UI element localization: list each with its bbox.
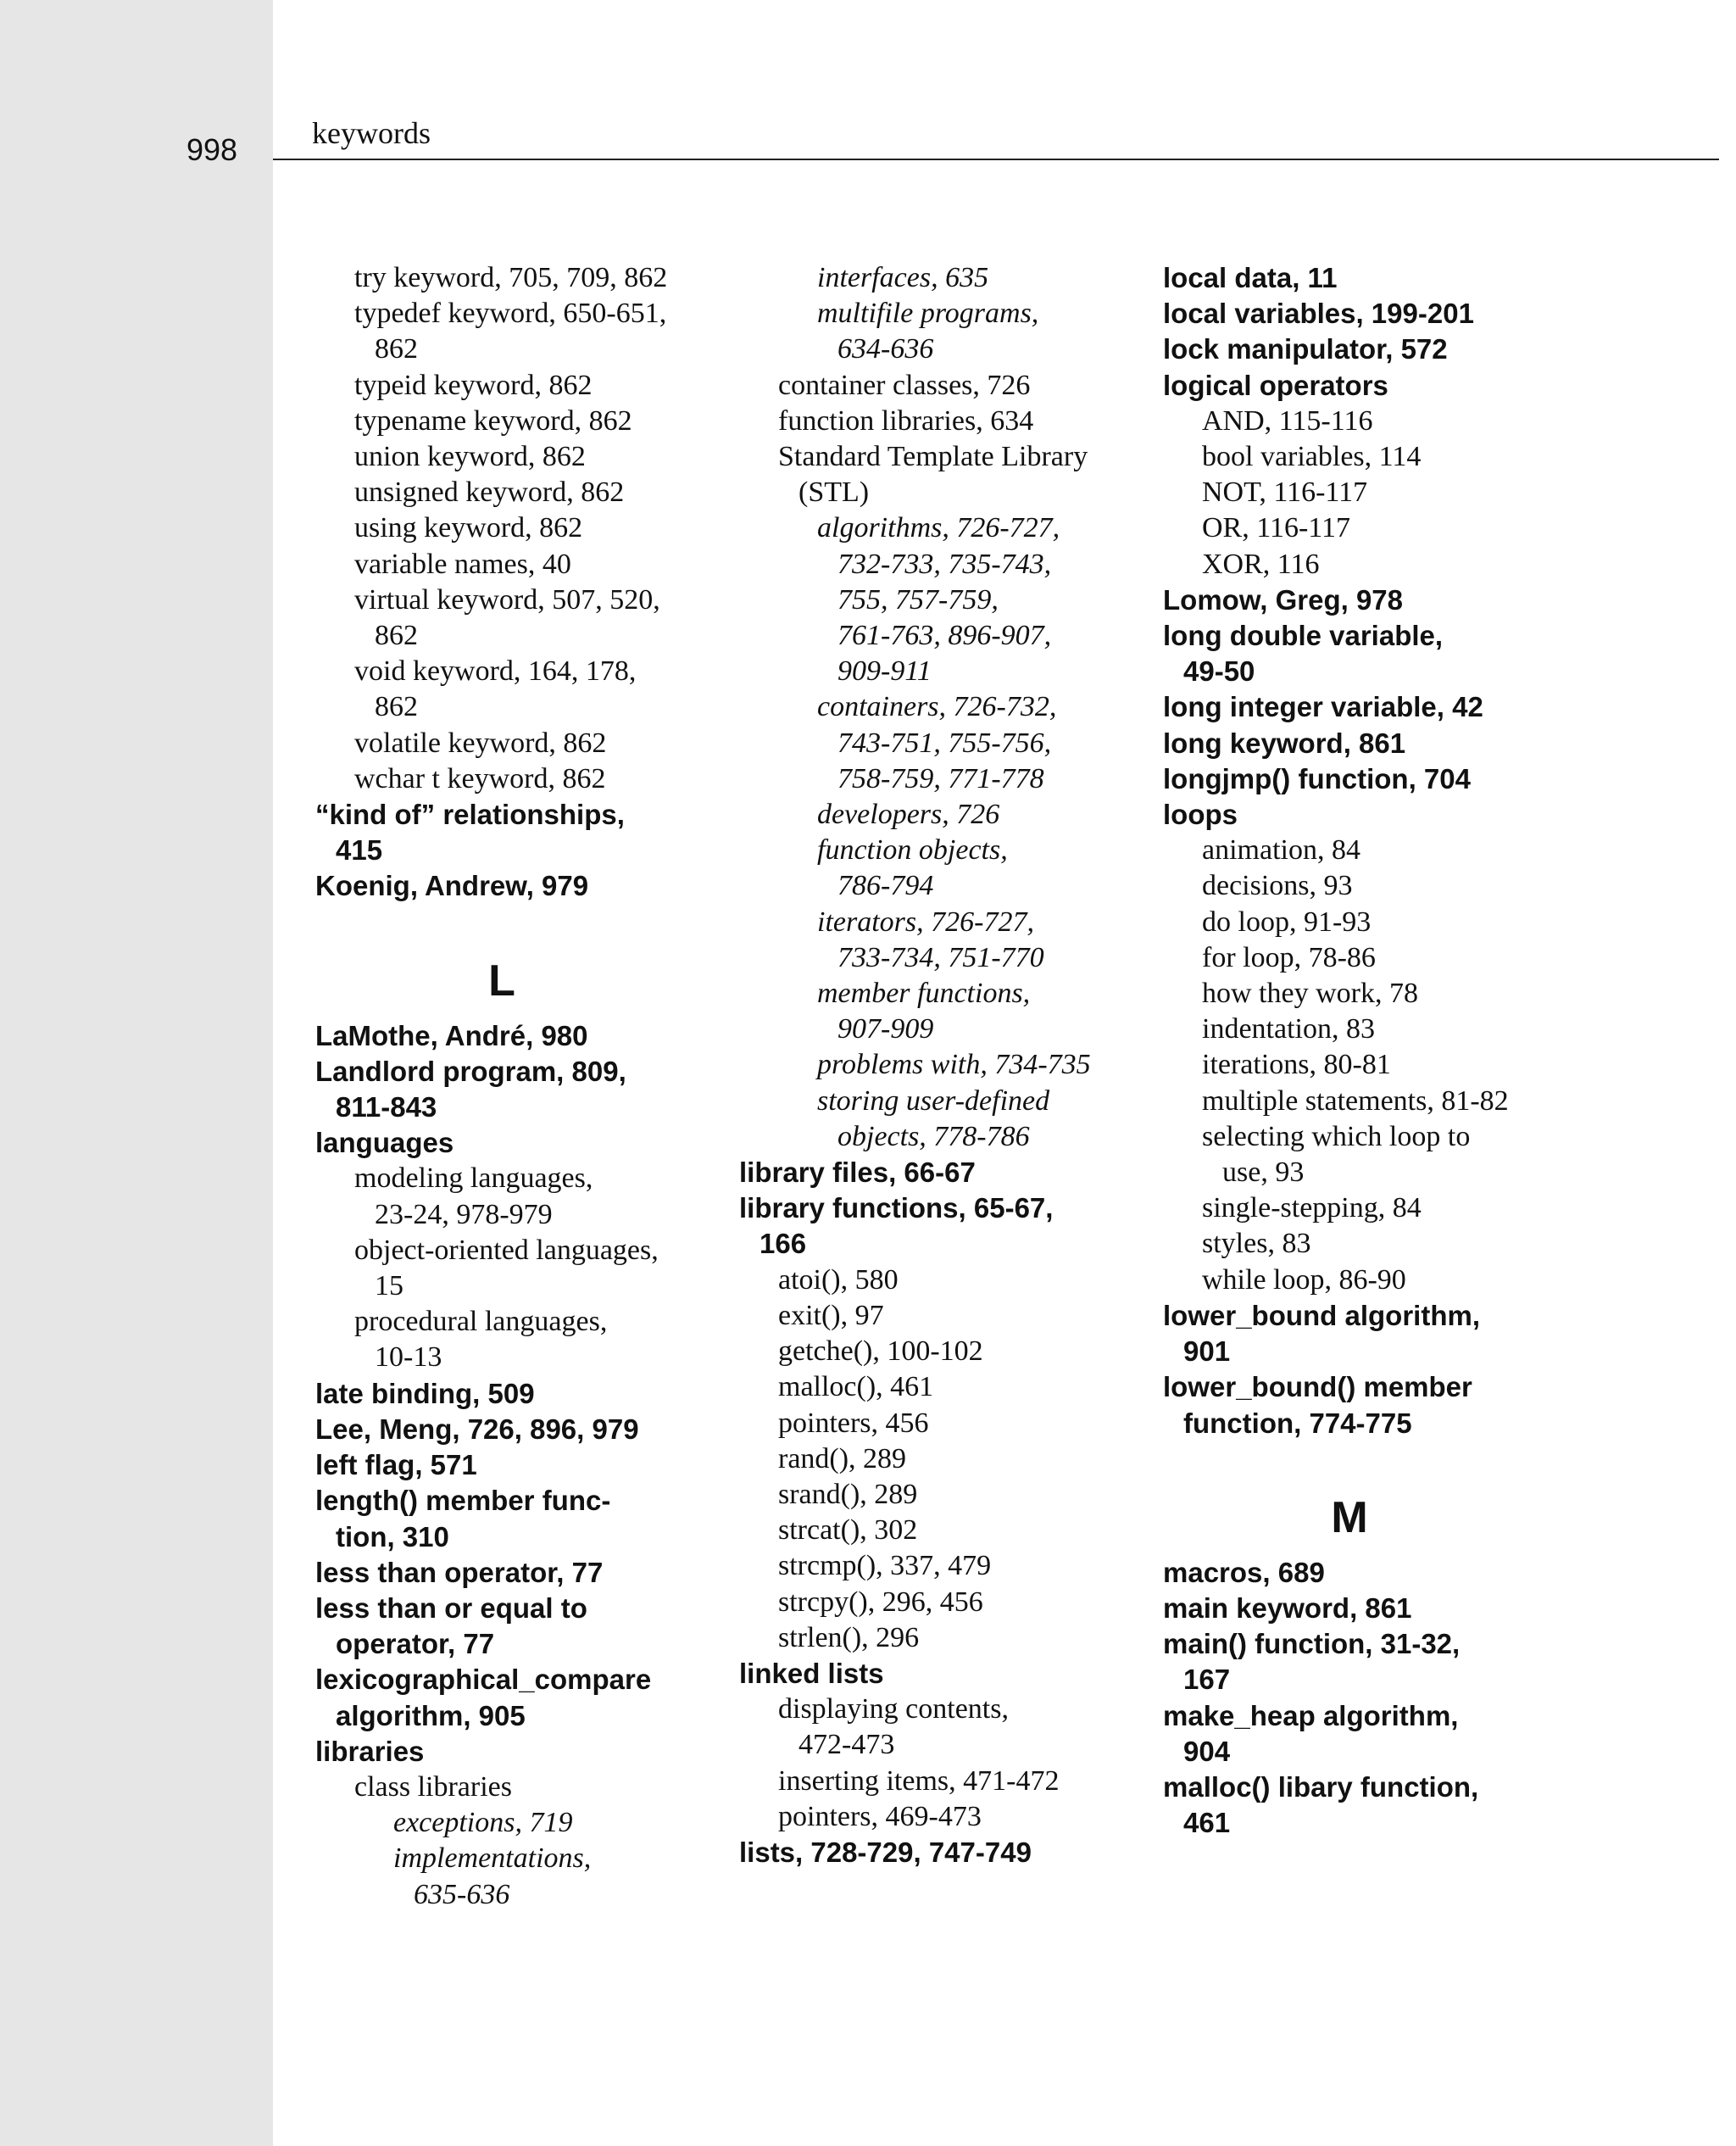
index-entry: late binding, 509 <box>315 1377 535 1409</box>
index-entry: long keyword, 861 <box>1163 727 1406 759</box>
index-subsubentry: problems with, 734-735 <box>817 1049 1091 1081</box>
index-subentry: object-oriented languages, 15 <box>354 1234 659 1302</box>
index-subentry: virtual keyword, 507, 520, 862 <box>354 583 660 652</box>
index-subsubentry: member functions, 907-909 <box>817 978 1031 1045</box>
index-entry: length() member func- tion, 310 <box>315 1485 611 1552</box>
index-subentry: strcat(), 302 <box>778 1514 918 1547</box>
index-subentry: modeling languages, 23-24, 978-979 <box>354 1162 593 1230</box>
index-subentry: function libraries, 634 <box>778 404 1034 437</box>
index-subentry: bool variables, 114 <box>1202 441 1422 473</box>
index-subsubentry: exceptions, 719 <box>393 1807 573 1839</box>
index-subentry: styles, 83 <box>1202 1228 1311 1260</box>
index-subentry: inserting items, 471-472 <box>778 1764 1060 1797</box>
index-entry: local variables, 199-201 <box>1163 298 1474 330</box>
index-entry: Koenig, Andrew, 979 <box>315 870 589 902</box>
index-entry: logical operators <box>1163 369 1388 401</box>
page-number: 998 <box>186 132 238 167</box>
index-entry: Lee, Meng, 726, 896, 979 <box>315 1413 639 1445</box>
index-subentry: unsigned keyword, 862 <box>354 477 625 509</box>
index-entry: less than operator, 77 <box>315 1556 604 1588</box>
index-subentry: using keyword, 862 <box>354 512 583 544</box>
index-entry: long integer variable, 42 <box>1163 691 1483 723</box>
index-subentry: try keyword, 705, 709, 862 <box>354 262 668 293</box>
index-subentry: animation, 84 <box>1202 834 1360 867</box>
index-subentry: malloc(), 461 <box>778 1371 934 1403</box>
index-subentry: how they work, 78 <box>1202 978 1418 1010</box>
index-subsubentry: algorithms, 726-727, 732-733, 735-743, 755, 757-759, 761-763, 896-907, 909-911 <box>817 512 1060 688</box>
index-subentry: variable names, 40 <box>354 548 571 580</box>
index-entry: main() function, 31-32, 167 <box>1163 1628 1461 1696</box>
index-entry: lower_bound algorithm, 901 <box>1163 1299 1481 1368</box>
running-head: keywords <box>312 116 431 150</box>
index-entry: local data, 11 <box>1163 262 1338 293</box>
index-entry: long double variable, 49-50 <box>1163 620 1444 688</box>
index-subsubentry: implementations, 635-636 <box>393 1842 592 1910</box>
index-subentry: wchar t keyword, 862 <box>354 762 606 794</box>
index-subentry: NOT, 116-117 <box>1202 477 1368 509</box>
index-subentry: strcmp(), 337, 479 <box>778 1550 992 1582</box>
page-gutter <box>0 0 273 2146</box>
index-entry: less than or equal to operator, 77 <box>315 1591 587 1660</box>
index-subentry: getche(), 100-102 <box>778 1335 983 1368</box>
index-subentry: pointers, 469-473 <box>778 1800 982 1832</box>
index-entry: Lomow, Greg, 978 <box>1163 583 1404 616</box>
index-subentry: volatile keyword, 862 <box>354 727 607 759</box>
index-subentry: procedural languages, 10-13 <box>354 1306 608 1374</box>
index-subentry: typeid keyword, 862 <box>354 369 593 401</box>
index-subentry: rand(), 289 <box>778 1442 907 1474</box>
index-subentry: strcpy(), 296, 456 <box>778 1586 983 1618</box>
index-entry: “kind of” relationships, 415 <box>315 799 625 867</box>
index-subentry: typedef keyword, 650-651, 862 <box>354 298 667 365</box>
index-entry: lock manipulator, 572 <box>1163 333 1448 365</box>
index-subsubentry: interfaces, 635 <box>817 262 989 293</box>
header-rule <box>273 159 1719 160</box>
index-subsubentry: iterators, 726-727, 733-734, 751-770 <box>817 906 1044 973</box>
index-subentry: exit(), 97 <box>778 1299 884 1331</box>
index-subentry: single-stepping, 84 <box>1202 1192 1422 1224</box>
index-entry: loops <box>1163 799 1238 831</box>
index-column-3 <box>1163 260 1536 1841</box>
index-entry: main keyword, 861 <box>1163 1591 1412 1624</box>
index-entry: library functions, 65-67, 166 <box>739 1192 1054 1260</box>
index-subsubentry: multifile programs, 634-636 <box>817 298 1039 365</box>
index-subentry: selecting which loop to use, 93 <box>1202 1120 1471 1189</box>
index-subentry: pointers, 456 <box>778 1407 929 1439</box>
index-subentry: AND, 115-116 <box>1202 404 1373 437</box>
index-entry: make_heap algorithm, 904 <box>1163 1699 1459 1767</box>
index-entry: libraries <box>315 1735 425 1767</box>
index-subsubentry: function objects, 786-794 <box>817 834 1008 902</box>
index-subsubentry: developers, 726 <box>817 799 1000 831</box>
index-entry: linked lists <box>739 1657 884 1689</box>
index-subentry: strlen(), 296 <box>778 1621 920 1653</box>
index-entry: Landlord program, 809, 811-843 <box>315 1055 626 1123</box>
index-subentry: for loop, 78-86 <box>1202 941 1376 973</box>
index-entry: lower_bound() member function, 774-775 <box>1163 1371 1472 1439</box>
index-subentry: container classes, 726 <box>778 369 1031 401</box>
index-subentry: multiple statements, 81-82 <box>1202 1084 1509 1117</box>
index-subentry: atoi(), 580 <box>778 1263 899 1296</box>
index-subentry: displaying contents, 472-473 <box>778 1693 1009 1761</box>
index-entry: macros, 689 <box>1163 1556 1325 1588</box>
index-entry: languages <box>315 1127 454 1159</box>
index-entry: lexicographical_compare algorithm, 905 <box>315 1664 652 1731</box>
index-column-1 <box>315 260 688 1913</box>
index-subentry: OR, 116-117 <box>1202 512 1351 544</box>
index-subentry: void keyword, 164, 178, 862 <box>354 655 637 723</box>
index-subentry: iterations, 80-81 <box>1202 1049 1391 1081</box>
index-entry: longjmp() function, 704 <box>1163 762 1471 794</box>
index-subentry: typename keyword, 862 <box>354 404 632 437</box>
index-subentry: while loop, 86-90 <box>1202 1263 1406 1296</box>
index-subentry: srand(), 289 <box>778 1478 918 1510</box>
index-subentry: XOR, 116 <box>1202 548 1320 580</box>
index-subentry: union keyword, 862 <box>354 441 586 473</box>
letter-heading-l: L <box>488 956 515 1006</box>
index-entry: library files, 66-67 <box>739 1157 976 1189</box>
index-entry: malloc() libary function, 461 <box>1163 1770 1479 1839</box>
index-subentry: do loop, 91-93 <box>1202 906 1372 938</box>
index-column-2 <box>739 260 1112 1870</box>
index-subentry: class libraries <box>354 1770 512 1803</box>
index-subsubentry: storing user-defined objects, 778-786 <box>817 1084 1050 1152</box>
index-subsubentry: containers, 726-732, 743-751, 755-756, 758-759, 771-778 <box>817 691 1057 794</box>
index-subentry: decisions, 93 <box>1202 870 1353 902</box>
index-entry: left flag, 571 <box>315 1449 477 1481</box>
index-subentry: indentation, 83 <box>1202 1013 1375 1045</box>
index-entry: lists, 728-729, 747-749 <box>739 1836 1032 1868</box>
index-entry: LaMothe, André, 980 <box>315 1019 588 1051</box>
index-subentry: Standard Template Library (STL) <box>778 441 1088 509</box>
letter-heading-m: M <box>1331 1492 1368 1542</box>
